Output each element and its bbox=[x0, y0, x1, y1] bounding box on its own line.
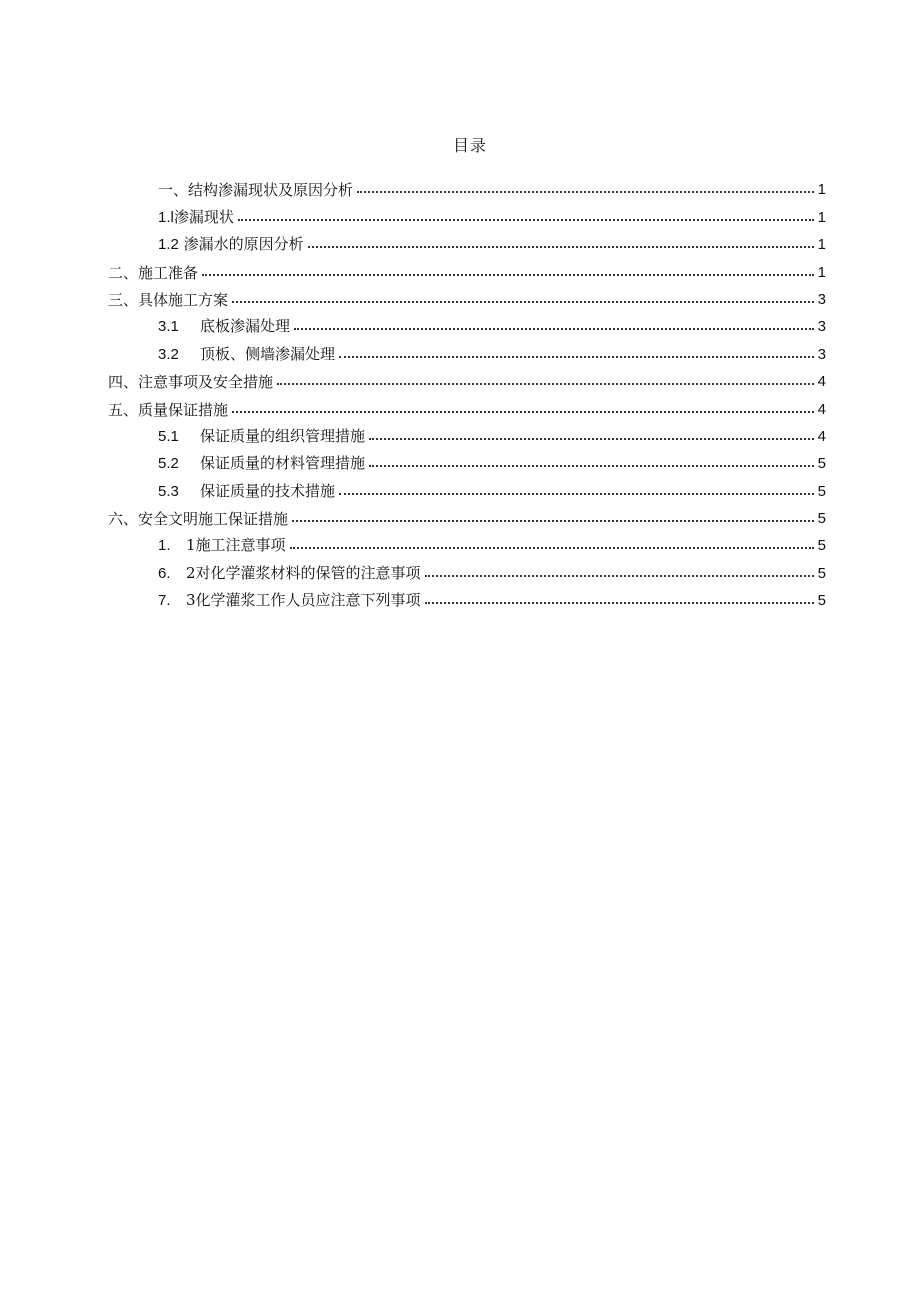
toc-entry-label: 保证质量的技术措施 bbox=[200, 481, 336, 500]
toc-entry-text bbox=[158, 317, 290, 336]
toc-entry-label: 1施工注意事项 bbox=[186, 536, 286, 555]
toc-entry-page: 5 bbox=[817, 510, 826, 528]
toc-title: 目录 bbox=[452, 136, 487, 155]
toc-entry-number: 1.l bbox=[158, 208, 174, 226]
toc-dot-leader bbox=[277, 369, 814, 385]
toc-entry-label: 保证质量的组织管理措施 bbox=[200, 426, 366, 445]
toc-entry-number: 7. bbox=[158, 592, 171, 610]
toc-dot-leader bbox=[290, 533, 814, 549]
toc-entry-page: 5 bbox=[817, 482, 826, 500]
toc-dot-leader bbox=[369, 424, 814, 440]
toc-entry-text: 三、具体施工方案 bbox=[108, 290, 229, 309]
toc-entry-text: 六、安全文明施工保证措施 bbox=[108, 510, 289, 529]
toc-dot-leader bbox=[425, 561, 814, 577]
toc-entry-label: 3化学灌浆工作人员应注意下列事项 bbox=[186, 591, 421, 610]
table-of-contents bbox=[108, 172, 826, 610]
toc-entry[interactable] bbox=[108, 446, 826, 473]
toc-entry-page: 5 bbox=[817, 592, 826, 610]
toc-entry-page: 4 bbox=[817, 400, 826, 418]
toc-entry[interactable] bbox=[108, 254, 826, 281]
toc-entry[interactable] bbox=[108, 199, 826, 226]
toc-entry-label: 保证质量的材料管理措施 bbox=[200, 454, 366, 473]
toc-entry-page: 1 bbox=[817, 181, 826, 199]
toc-entry-text: 一、结构渗漏现状及原因分析 bbox=[158, 181, 354, 200]
toc-entry-number: 5.1 bbox=[158, 427, 179, 445]
toc-entry[interactable] bbox=[108, 391, 826, 418]
toc-entry-number: 3.2 bbox=[158, 345, 179, 363]
toc-entry-text: 五、质量保证措施 bbox=[108, 400, 229, 419]
toc-entry-page: 3 bbox=[817, 345, 826, 363]
toc-entry[interactable] bbox=[108, 172, 826, 199]
toc-entry[interactable] bbox=[108, 473, 826, 500]
toc-entry-number: 5.3 bbox=[158, 482, 179, 500]
toc-entry-number: 1. bbox=[158, 537, 171, 555]
toc-entry[interactable] bbox=[108, 336, 826, 363]
toc-entry-text bbox=[158, 345, 335, 364]
toc-dot-leader bbox=[339, 479, 814, 495]
toc-dot-leader bbox=[238, 205, 814, 221]
toc-entry[interactable] bbox=[108, 555, 826, 582]
toc-entry-number: 6. bbox=[158, 564, 171, 582]
toc-dot-leader bbox=[425, 588, 814, 604]
toc-entry-label: 顶板、侧墙渗漏处理 bbox=[200, 344, 336, 363]
toc-entry-page: 3 bbox=[817, 290, 826, 308]
toc-entry[interactable] bbox=[108, 583, 826, 610]
toc-entry-label: 渗漏现状 bbox=[173, 207, 234, 226]
toc-entry-text bbox=[158, 235, 304, 254]
toc-dot-leader bbox=[369, 451, 814, 467]
toc-dot-leader bbox=[308, 232, 814, 248]
toc-entry-page: 1 bbox=[817, 208, 826, 226]
toc-entry-text: 二、施工准备 bbox=[108, 263, 199, 282]
toc-entry[interactable] bbox=[108, 501, 826, 528]
toc-entry-label: 底板渗漏处理 bbox=[200, 317, 291, 336]
toc-entry-number: 1.2 bbox=[158, 236, 179, 254]
toc-entry-number: 5.2 bbox=[158, 455, 179, 473]
toc-entry[interactable] bbox=[108, 282, 826, 309]
toc-dot-leader bbox=[294, 314, 814, 330]
toc-entry[interactable] bbox=[108, 419, 826, 446]
toc-entry[interactable] bbox=[108, 309, 826, 336]
toc-entry-label: 2对化学灌浆材料的保管的注意事项 bbox=[186, 563, 421, 582]
toc-entry-text bbox=[158, 591, 421, 610]
toc-dot-leader bbox=[339, 342, 814, 358]
toc-dot-leader bbox=[232, 397, 814, 413]
toc-entry-page: 5 bbox=[817, 455, 826, 473]
toc-entry-text bbox=[158, 536, 286, 555]
toc-dot-leader bbox=[357, 177, 814, 193]
toc-entry-page: 4 bbox=[817, 373, 826, 391]
toc-entry-text: 四、注意事项及安全措施 bbox=[108, 373, 274, 392]
toc-entry-text bbox=[158, 482, 335, 501]
toc-dot-leader bbox=[202, 260, 814, 276]
toc-entry-page: 3 bbox=[817, 318, 826, 336]
toc-entry-text bbox=[158, 208, 234, 227]
toc-entry[interactable] bbox=[108, 227, 826, 254]
toc-entry[interactable] bbox=[108, 528, 826, 555]
toc-entry-number: 3.1 bbox=[158, 318, 179, 336]
toc-entry-page: 5 bbox=[817, 564, 826, 582]
toc-entry-page: 5 bbox=[817, 537, 826, 555]
toc-entry-page: 1 bbox=[817, 236, 826, 254]
toc-entry-text bbox=[158, 564, 421, 583]
toc-entry-text bbox=[158, 427, 365, 446]
toc-entry-page: 1 bbox=[817, 263, 826, 281]
toc-dot-leader bbox=[232, 287, 814, 303]
toc-entry-page: 4 bbox=[817, 427, 826, 445]
toc-dot-leader bbox=[292, 506, 814, 522]
toc-entry-text bbox=[158, 454, 365, 473]
toc-entry[interactable] bbox=[108, 364, 826, 391]
toc-entry-label: 渗漏水的原因分析 bbox=[183, 235, 304, 254]
